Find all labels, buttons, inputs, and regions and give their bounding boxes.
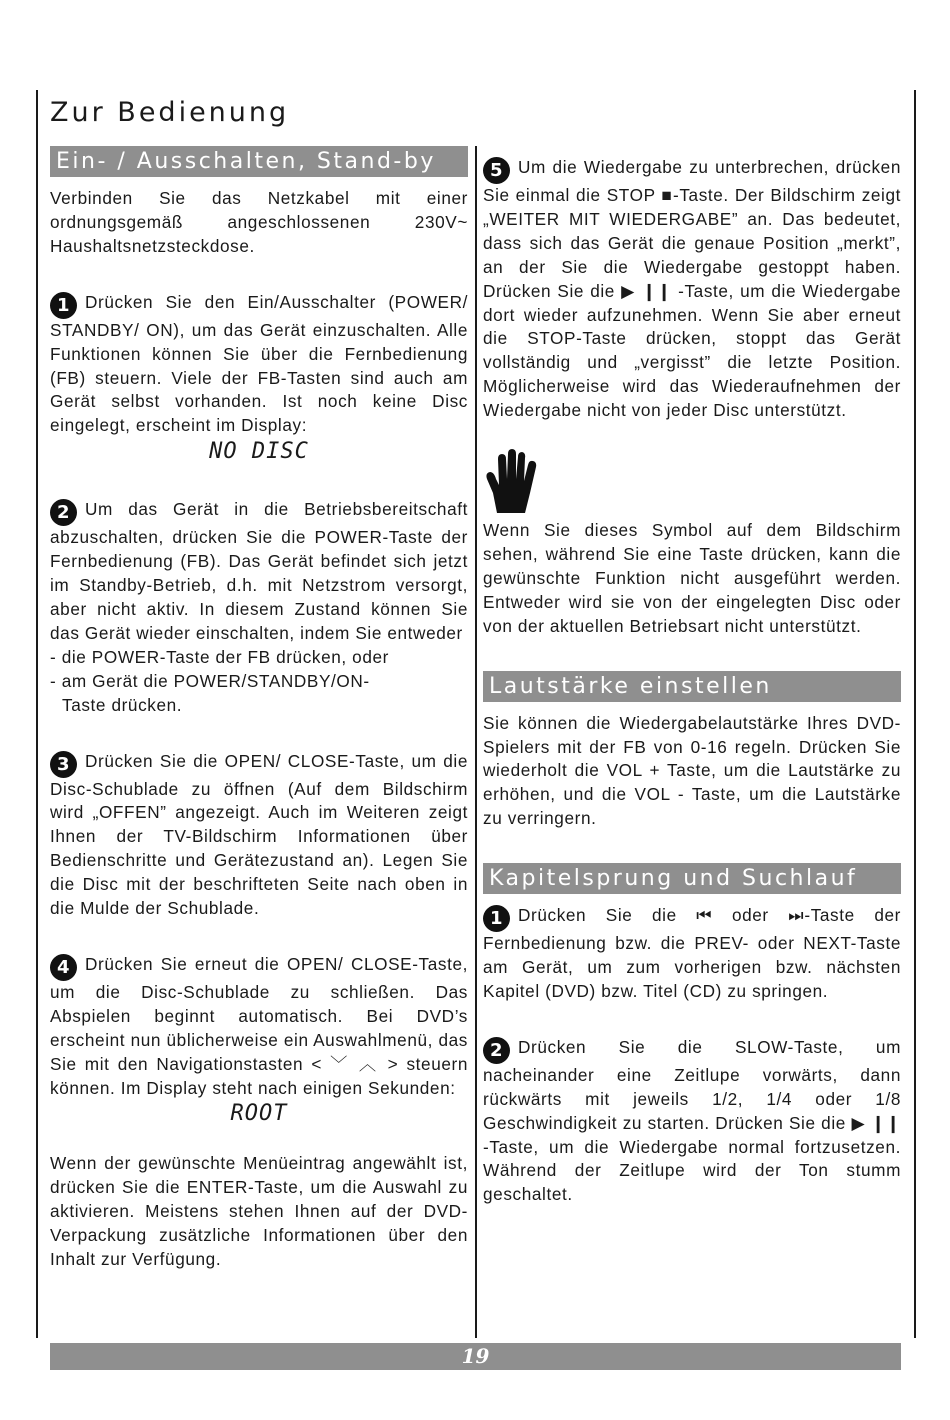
step-number-4: 4	[50, 954, 77, 981]
hand-symbol-paragraph: Wenn Sie dieses Symbol auf dem Bildschirm sehen, während Sie eine Taste drücken, kann die gewünschte Funktion nicht ausgeführt werden. Entweder wird sie von der eingelegten Disc oder von der aktuellen Betriebsart nicht unterstützt.	[483, 520, 901, 636]
section-heading-volume: Lautstärke einstellen	[483, 671, 901, 702]
step-number-5: 5	[483, 157, 510, 184]
intro-paragraph: Verbinden Sie das Netzkabel mit einer ordnungsgemäß angeschlossenen 230V~ Haushaltsnetzsteckdose.	[50, 188, 468, 256]
step-2-list-item-b-cont: Taste drücken.	[62, 694, 183, 715]
display-root: ROOT	[230, 1101, 288, 1127]
step-1-paragraph: 1 Drücken Sie den Ein/Ausschalter (POWER/ STANDBY/ ON), um das Gerät einzuschalten. Alle Funktionen können Sie über die Fernbedienung (FB) steuern. Viele der FB-Tasten sind auch am Gerät selbst vorhanden. Ist noch keine Disc eingelegt, erscheint im Display:	[50, 291, 468, 436]
left-column	[50, 146, 468, 1272]
step-number-2: 2	[50, 499, 77, 526]
section-heading-chapter: Kapitelsprung und Suchlauf	[483, 863, 901, 894]
chapter-step-2-paragraph: 2 Drücken Sie die SLOW-Taste, um nacheinander eine Zeitlupe vorwärts, dann rückwärts mit jeweils 1/2, 1/4 oder 1/8 Geschwindigkeit zu starten. Drücken Sie die ▶ ❙❙ -Taste, um die Wiedergabe normal fortzusetzen. Während der Zeitlupe wird der Ton stumm geschaltet.	[483, 1036, 901, 1205]
step-number-3: 3	[50, 751, 77, 778]
closing-paragraph: Wenn der gewünschte Menüeintrag angewählt ist, drücken Sie die ENTER-Taste, um die Auswahl zu aktivieren. Meistens stehen Ihnen auf der DVD-Verpackung zusätzliche Informationen über den Inhalt zur Verfügung.	[50, 1153, 468, 1270]
page-number: 19	[461, 1344, 490, 1368]
page-number-bar	[50, 1343, 901, 1370]
center-divider-line	[475, 146, 477, 1338]
volume-paragraph: Sie können die Wiedergabelautstärke Ihres DVD-Spielers mit der FB von 0-16 regeln. Drücken Sie wiederholt die VOL + Taste, um die Lautstärke zu erhöhen, und die VOL - Taste, um die Lautstärke zu verringern.	[483, 712, 901, 829]
step-3-paragraph: 3 Drücken Sie die OPEN/ CLOSE-Taste, um die Disc-Schublade zu öffnen (Auf dem Bildschirm wird „OFFEN” angezeigt. Auch im Weiteren zeigt Ihnen der TV-Bildschirm Informationen über Bedienschritte und Gerätezustand an). Legen Sie die Disc mit der beschrifteten Seite nach oben in die Mulde der Schublade.	[50, 750, 468, 919]
chapter-step-number-1: 1	[483, 905, 510, 932]
right-frame-line	[914, 90, 916, 1338]
chapter-step-number-2: 2	[483, 1037, 510, 1064]
step-5-paragraph: 5 Um die Wiedergabe zu unterbrechen, drücken Sie einmal die STOP ■-Taste. Der Bildschirm zeigt „WEITER MIT WIEDERGABE” an. Das bedeutet, dass sich das Gerät die genaue Position „merkt”, an der Sie die Wiedergabe gestoppt haben. Drücken Sie die ▶ ❙❙ -Taste, um die Wiedergabe dort wieder aufzunehmen. Wenn Sie aber erneut die STOP-Taste drücken, stoppt das Gerät vollständig und „vergisst” die letzte Position. Möglicherweise wird das Wiederaufnehmen der Wiedergabe nicht von jeder Disc unterstützt.	[483, 157, 901, 421]
display-no-disc: NO DISC	[209, 439, 309, 465]
left-frame-line	[36, 90, 38, 1338]
section-heading-power: Ein- / Ausschalten, Stand-by	[50, 146, 468, 177]
step-4-paragraph: 4 Drücken Sie erneut die OPEN/ CLOSE-Taste, um die Disc-Schublade zu schließen. Das Abspielen beginnt automatisch. Bei DVD’s erscheint nun üblicherweise ein Auswahlmenü, das Sie mit den Navigationstasten < ﹀ ︿ > steuern können. Im Display steht nach einigen Sekunden:	[50, 953, 468, 1098]
chapter-step-1-paragraph: 1 Drücken Sie die ⏮ oder ⏭-Taste der Fernbedienung bzw. die PREV- oder NEXT-Taste am Gerät, um zum vorherigen bzw. nächsten Kapitel (DVD) bzw. Titel (CD) zu springen.	[483, 905, 901, 1001]
step-number-1: 1	[50, 292, 77, 319]
step-2-paragraph: 2 Um das Gerät in die Betriebsbereitschaft abzuschalten, drücken Sie die POWER-Taste der Fernbedienung (FB). Das Gerät befindet sich jetzt im Standby-Betrieb, d.h. mit Netzstrom versorgt, aber nicht aktiv. In diesem Zustand können Sie das Gerät wieder einschalten, indem Sie entweder	[50, 499, 468, 643]
page-title: Zur Bedienung	[50, 97, 290, 128]
step-2-list-item-b: - am Gerät die POWER/STANDBY/ON-	[50, 670, 370, 691]
right-column	[483, 146, 901, 1207]
hand-icon	[483, 447, 901, 519]
step-2-list-item-a: - die POWER-Taste der FB drücken, oder	[50, 646, 389, 667]
